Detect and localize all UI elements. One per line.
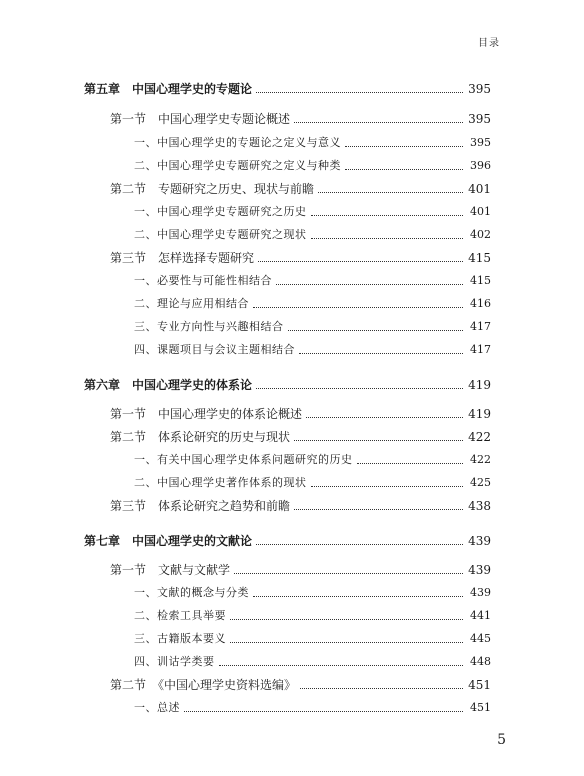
- toc-entry-title: 第二节 《中国心理学史资料选编》: [110, 678, 297, 692]
- toc-entry-title: 一、有关中国心理学史体系问题研究的历史: [134, 453, 353, 466]
- toc-section-row: [110, 674, 491, 692]
- toc-entry-title: 一、中国心理学史专题研究之历史: [134, 205, 307, 218]
- dot-leader: [299, 353, 463, 354]
- toc-entry-page: 422: [470, 453, 491, 466]
- dot-leader: [300, 688, 463, 689]
- toc-entry-page: 438: [468, 499, 491, 513]
- toc-entry-page: 451: [468, 678, 491, 692]
- dot-leader: [345, 146, 463, 147]
- toc-entry-page: 415: [468, 251, 491, 265]
- toc-entry-page: 448: [470, 655, 491, 668]
- dot-leader: [288, 330, 464, 331]
- dot-leader: [219, 665, 464, 666]
- toc-entry-title: 二、中国心理学史专题研究之现状: [134, 228, 307, 241]
- dot-leader: [294, 122, 463, 123]
- toc-item-row: [134, 316, 491, 334]
- toc-item-row: [134, 651, 491, 669]
- toc-entry-page: 417: [470, 343, 491, 356]
- dot-leader: [253, 307, 463, 308]
- toc-entry-page: 416: [470, 297, 491, 310]
- toc-entry-title: 第七章 中国心理学史的文献论: [84, 534, 253, 548]
- dot-leader: [311, 486, 464, 487]
- toc-section-row: [110, 495, 491, 513]
- toc-entry-page: 422: [468, 430, 491, 444]
- toc-item-row: [134, 582, 491, 600]
- dot-leader: [357, 463, 464, 464]
- toc-entry-title: 四、课题项目与会议主题相结合: [134, 343, 295, 356]
- toc-entry-title: 三、专业方向性与兴趣相结合: [134, 320, 284, 333]
- toc-entry-page: 396: [470, 159, 491, 172]
- dot-leader: [294, 509, 463, 510]
- toc-entry-title: 第一节 中国心理学史的体系论概述: [110, 407, 303, 421]
- dot-leader: [311, 215, 464, 216]
- toc-entry-title: 第六章 中国心理学史的体系论: [84, 378, 253, 392]
- toc-entry-title: 四、训诂学类要: [134, 655, 215, 668]
- toc-entry-page: 395: [468, 112, 491, 126]
- toc-entry-page: 419: [468, 378, 491, 392]
- toc-entry-page: 417: [470, 320, 491, 333]
- dot-leader: [294, 440, 463, 441]
- dot-leader: [306, 417, 463, 418]
- dot-leader: [276, 284, 463, 285]
- dot-leader: [258, 261, 463, 262]
- toc-item-row: [134, 155, 491, 173]
- toc-item-row: [134, 628, 491, 646]
- toc-entry-page: 401: [470, 205, 491, 218]
- toc-entry-title: 第一节 中国心理学史专题论概述: [110, 112, 291, 126]
- toc-entry-page: 439: [470, 586, 491, 599]
- running-head: 目录: [478, 38, 500, 49]
- toc-entry-page: 441: [470, 609, 491, 622]
- dot-leader: [253, 596, 463, 597]
- toc-entry-title: 二、中国心理学史专题研究之定义与种类: [134, 159, 341, 172]
- toc-entry-title: 三、古籍版本要义: [134, 632, 226, 645]
- toc-entry-title: 第二节 专题研究之历史、现状与前瞻: [110, 182, 315, 196]
- toc-section-row: [110, 426, 491, 444]
- toc-section-row: [110, 403, 491, 421]
- dot-leader: [230, 619, 463, 620]
- toc-entry-title: 一、中国心理学史的专题论之定义与意义: [134, 136, 341, 149]
- toc-entry-title: 第二节 体系论研究的历史与现状: [110, 430, 291, 444]
- toc-item-row: [134, 472, 491, 490]
- toc-entry-page: 445: [470, 632, 491, 645]
- toc-entry-title: 第三节 怎样选择专题研究: [110, 251, 255, 265]
- toc-entry-title: 二、理论与应用相结合: [134, 297, 249, 310]
- dot-leader: [345, 169, 463, 170]
- toc-entry-page: 439: [468, 534, 491, 548]
- toc-entry-page: 419: [468, 407, 491, 421]
- toc-item-row: [134, 697, 491, 715]
- toc-entry-page: 425: [470, 476, 491, 489]
- toc-entry-title: 一、必要性与可能性相结合: [134, 274, 272, 287]
- toc-item-row: [134, 270, 491, 288]
- toc-entry-title: 第五章 中国心理学史的专题论: [84, 82, 253, 96]
- toc-entry-title: 二、检索工具举要: [134, 609, 226, 622]
- dot-leader: [318, 192, 463, 193]
- toc-item-row: [134, 293, 491, 311]
- toc-entry-page: 401: [468, 182, 491, 196]
- toc-section-row: [110, 108, 491, 126]
- toc-entry-title: 二、中国心理学史著作体系的现状: [134, 476, 307, 489]
- toc-section-row: [110, 247, 491, 265]
- toc-entry-title: 一、文献的概念与分类: [134, 586, 249, 599]
- toc-entry-page: 415: [470, 274, 491, 287]
- dot-leader: [256, 388, 463, 389]
- toc-item-row: [134, 449, 491, 467]
- toc-entry-page: 439: [468, 563, 491, 577]
- toc-chapter-row: [84, 374, 491, 392]
- toc-entry-page: 395: [470, 136, 491, 149]
- toc-item-row: [134, 224, 491, 242]
- toc-entry-title: 第一节 文献与文献学: [110, 563, 231, 577]
- toc-entry-page: 402: [470, 228, 491, 241]
- toc-chapter-row: [84, 530, 491, 548]
- toc-item-row: [134, 339, 491, 357]
- dot-leader: [234, 573, 463, 574]
- toc-section-row: [110, 178, 491, 196]
- toc-entry-title: 一、总述: [134, 701, 180, 714]
- dot-leader: [256, 544, 463, 545]
- toc-item-row: [134, 132, 491, 150]
- toc-chapter-row: [84, 78, 491, 96]
- dot-leader: [230, 642, 463, 643]
- dot-leader: [184, 711, 463, 712]
- toc-item-row: [134, 201, 491, 219]
- dot-leader: [256, 92, 463, 93]
- page-number: 5: [497, 732, 506, 748]
- toc-entry-title: 第三节 体系论研究之趋势和前瞻: [110, 499, 291, 513]
- toc-entry-page: 395: [468, 82, 491, 96]
- dot-leader: [311, 238, 464, 239]
- toc-item-row: [134, 605, 491, 623]
- toc-section-row: [110, 559, 491, 577]
- toc-entry-page: 451: [470, 701, 491, 714]
